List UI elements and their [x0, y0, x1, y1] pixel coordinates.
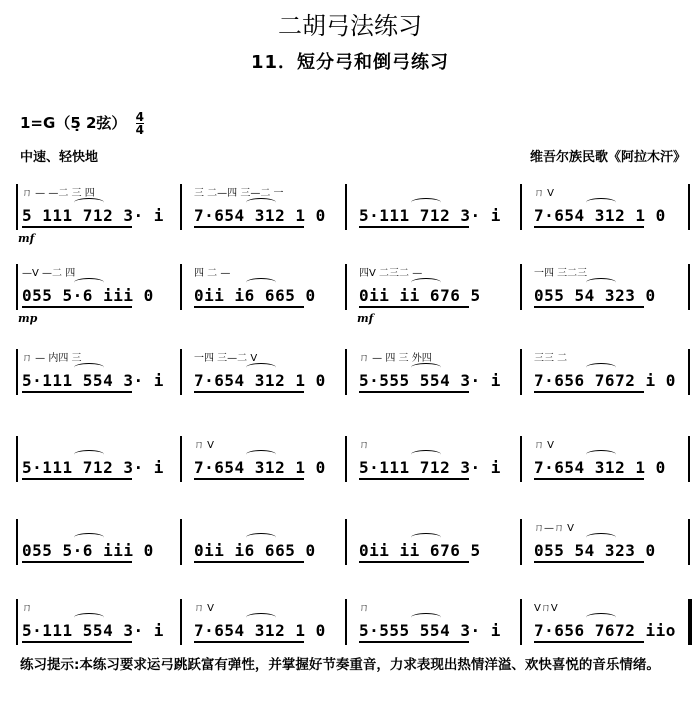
- rhythm-beam: [194, 561, 304, 563]
- measure-notes: 5·111 712 3· i: [22, 458, 164, 477]
- slur: [246, 450, 276, 459]
- rhythm-beam: [194, 391, 304, 393]
- slur: [74, 198, 104, 207]
- barline: [180, 436, 182, 482]
- measure-notes: 7·654 312 1 0: [194, 458, 326, 477]
- slur: [246, 533, 276, 542]
- key-text: 1=G（5̣ 2弦）: [20, 114, 127, 132]
- rhythm-beam: [22, 226, 132, 228]
- slur: [586, 363, 616, 372]
- rhythm-beam: [194, 641, 304, 643]
- bowing-marks: ㄇ V: [194, 440, 215, 451]
- bowing-marks: ㄇ: [359, 603, 369, 614]
- bowing-marks: VㄇV: [534, 603, 558, 614]
- barline: [180, 264, 182, 310]
- bowing-marks: ㄇ V: [534, 440, 555, 451]
- bowing-marks: 三 二—四 三—二 一: [194, 188, 284, 199]
- time-signature: [136, 111, 144, 136]
- tempo-marking: 中速、轻快地: [20, 150, 99, 165]
- barline: [345, 519, 347, 565]
- rhythm-beam: [534, 478, 644, 480]
- bowing-marks: 四V 二三二 —: [359, 268, 423, 279]
- slur: [246, 363, 276, 372]
- barline: [688, 349, 690, 395]
- song-source: 维吾尔族民歌《阿拉木汗》: [529, 150, 686, 165]
- rhythm-beam: [534, 641, 644, 643]
- measure-notes: 5·555 554 3· i: [359, 621, 501, 640]
- measure-notes: 7·654 312 1 0: [194, 371, 326, 390]
- measure-notes: 5·111 712 3· i: [359, 206, 501, 225]
- bowing-marks: ㄇ: [359, 440, 369, 451]
- slur: [246, 613, 276, 622]
- key-signature: [20, 111, 144, 136]
- measure-notes: 7·656 7672 iio: [534, 621, 676, 640]
- slur: [586, 198, 616, 207]
- hint-text: 本练习要求运弓跳跃富有弹性，并掌握好节奏重音，力求表现出热情洋溢、欢快喜悦的音乐情绪。: [79, 657, 660, 673]
- bowing-marks: ㄇ — —二 三 四: [22, 188, 95, 199]
- bowing-marks: ㄇ — 四 三 外四: [359, 353, 432, 364]
- measure-notes: 5·111 554 3· i: [22, 371, 164, 390]
- measure-notes: 7·654 312 1 0: [194, 206, 326, 225]
- rhythm-beam: [22, 306, 132, 308]
- barline: [16, 264, 18, 310]
- measure-notes: 055 54 323 0: [534, 286, 656, 305]
- measure-notes: 055 54 323 0: [534, 541, 656, 560]
- bowing-marks: ㄇ — 内四 三: [22, 353, 82, 364]
- score-system: [0, 345, 700, 415]
- barline: [180, 349, 182, 395]
- slur: [74, 533, 104, 542]
- bowing-marks: 一四 三—二 V: [194, 353, 258, 364]
- slur: [586, 533, 616, 542]
- bowing-marks: 四 二 —: [194, 268, 231, 279]
- slur: [411, 450, 441, 459]
- measure-notes: 7·654 312 1 0: [534, 458, 666, 477]
- slur: [411, 613, 441, 622]
- rhythm-beam: [534, 561, 644, 563]
- barline: [345, 599, 347, 645]
- rhythm-beam: [359, 561, 469, 563]
- measure-notes: 7·654 312 1 0: [194, 621, 326, 640]
- rhythm-beam: [359, 641, 469, 643]
- bowing-marks: ㄇ: [22, 603, 32, 614]
- measure-notes: 5·555 554 3· i: [359, 371, 501, 390]
- barline: [180, 599, 182, 645]
- slur: [411, 198, 441, 207]
- barline: [16, 519, 18, 565]
- bowing-marks: 一四 三二三: [534, 268, 588, 279]
- score-system: [0, 180, 700, 250]
- measure-notes: 0ii i6 665 0: [194, 286, 316, 305]
- barline: [16, 349, 18, 395]
- barline: [16, 436, 18, 482]
- slur: [74, 278, 104, 287]
- barline: [520, 349, 522, 395]
- bowing-marks: ㄇ V: [534, 188, 555, 199]
- final-barline: [688, 599, 692, 645]
- dynamic-marking: mp: [18, 312, 38, 325]
- barline: [520, 184, 522, 230]
- rhythm-beam: [194, 226, 304, 228]
- slur: [74, 613, 104, 622]
- rhythm-beam: [534, 391, 644, 393]
- score-system: [0, 260, 700, 330]
- measure-notes: 5·111 554 3· i: [22, 621, 164, 640]
- score-system: [0, 515, 700, 585]
- barline: [16, 184, 18, 230]
- dynamic-marking: mf: [18, 232, 35, 245]
- bowing-marks: ㄇ V: [194, 603, 215, 614]
- barline: [688, 264, 690, 310]
- barline: [345, 349, 347, 395]
- rhythm-beam: [194, 478, 304, 480]
- barline: [180, 184, 182, 230]
- bowing-marks: 三三 二: [534, 353, 568, 364]
- dynamic-marking: mf: [357, 312, 374, 325]
- rhythm-beam: [22, 641, 132, 643]
- measure-notes: 7·656 7672 i 0: [534, 371, 676, 390]
- barline: [520, 264, 522, 310]
- slur: [74, 363, 104, 372]
- measure-notes: 055 5·6 iii 0: [22, 541, 154, 560]
- rhythm-beam: [22, 478, 132, 480]
- rhythm-beam: [534, 226, 644, 228]
- exercise-subtitle: 11．短分弓和倒弓练习: [250, 52, 450, 73]
- bowing-marks: ㄇ—ㄇ V: [534, 523, 575, 534]
- practice-hint: [20, 654, 685, 676]
- measure-notes: 0ii ii 676 5: [359, 286, 481, 305]
- barline: [520, 519, 522, 565]
- barline: [520, 599, 522, 645]
- slur: [411, 533, 441, 542]
- slur: [586, 278, 616, 287]
- rhythm-beam: [22, 391, 132, 393]
- slur: [586, 450, 616, 459]
- rhythm-beam: [534, 306, 644, 308]
- rhythm-beam: [359, 226, 469, 228]
- barline: [345, 184, 347, 230]
- measure-notes: 055 5·6 iii 0: [22, 286, 154, 305]
- barline: [688, 519, 690, 565]
- barline: [16, 599, 18, 645]
- slur: [246, 198, 276, 207]
- slur: [411, 363, 441, 372]
- barline: [345, 264, 347, 310]
- time-numerator: 4: [135, 110, 145, 124]
- page-title: 二胡弓法练习: [278, 12, 422, 40]
- rhythm-beam: [359, 478, 469, 480]
- slur: [74, 450, 104, 459]
- bowing-marks: —V —二 四: [22, 268, 76, 279]
- score-system: [0, 432, 700, 502]
- barline: [520, 436, 522, 482]
- time-denominator: 4: [135, 123, 145, 137]
- rhythm-beam: [359, 391, 469, 393]
- measure-notes: 5 111 712 3· i: [22, 206, 164, 225]
- measure-notes: 0ii ii 676 5: [359, 541, 481, 560]
- barline: [345, 436, 347, 482]
- measure-notes: 7·654 312 1 0: [534, 206, 666, 225]
- rhythm-beam: [194, 306, 304, 308]
- rhythm-beam: [359, 306, 469, 308]
- barline: [180, 519, 182, 565]
- slur: [586, 613, 616, 622]
- rhythm-beam: [22, 561, 132, 563]
- measure-notes: 0ii i6 665 0: [194, 541, 316, 560]
- measure-notes: 5·111 712 3· i: [359, 458, 501, 477]
- slur: [411, 278, 441, 287]
- slur: [246, 278, 276, 287]
- barline: [688, 184, 690, 230]
- hint-label: 练习提示:: [20, 657, 80, 673]
- barline: [688, 436, 690, 482]
